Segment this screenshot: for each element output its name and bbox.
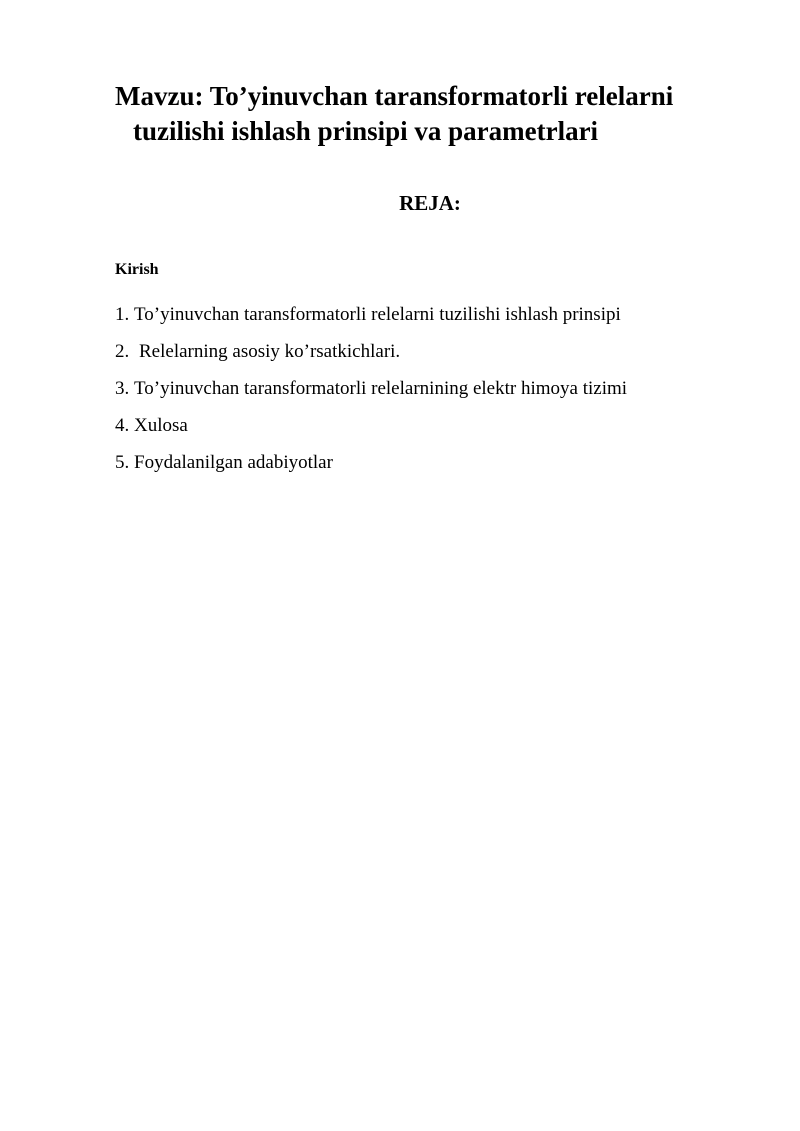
toc-item-number: 5.	[115, 452, 130, 473]
toc-item-4	[115, 413, 755, 450]
plan-heading: REJA:	[399, 191, 461, 215]
toc-item-2	[115, 339, 755, 376]
toc-item-5	[115, 450, 755, 487]
toc-item-number: 3.	[115, 378, 130, 399]
intro-heading: Kirish	[115, 261, 159, 278]
toc-item-number: 4.	[115, 415, 130, 436]
toc-item-number: 2.	[115, 341, 130, 362]
toc-item-text: To’yinuvchan taransformatorli relelarni tuzilishi ishlash prinsipi	[134, 304, 621, 325]
document-title	[115, 79, 755, 149]
toc-item-text: To’yinuvchan taransformatorli relelarnining elektr himoya tizimi	[134, 378, 628, 399]
title-line-1: Mavzu: To’yinuvchan taransformatorli relelarni	[115, 81, 674, 111]
toc-item-text: Relelarning asosiy ko’rsatkichlari.	[139, 341, 401, 362]
toc-item-number: 1.	[115, 304, 130, 325]
toc-item-text: Xulosa	[134, 415, 188, 436]
toc-item-1	[115, 302, 755, 339]
toc-item-3	[115, 376, 755, 413]
table-of-contents	[115, 302, 755, 487]
toc-item-text: Foydalanilgan adabiyotlar	[134, 452, 333, 473]
title-line-2: tuzilishi ishlash prinsipi va parametrlari	[133, 116, 599, 146]
